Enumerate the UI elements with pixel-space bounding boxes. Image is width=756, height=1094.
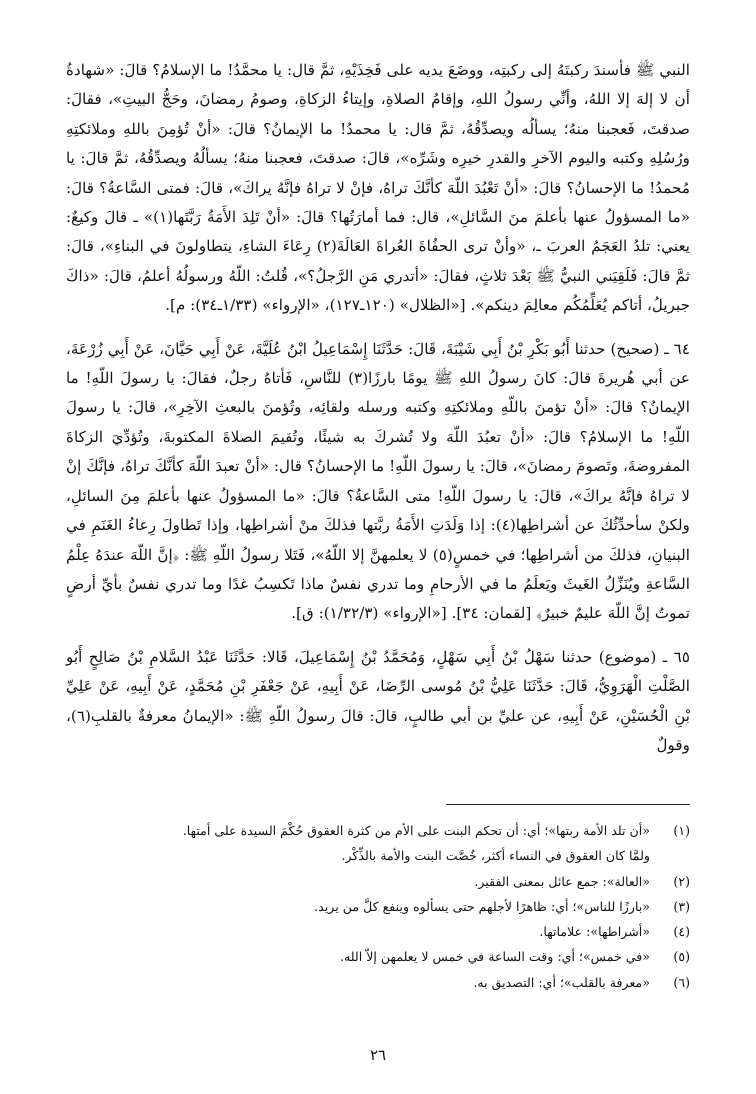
- footnote-1: [66, 818, 690, 869]
- footnote-text: «العالة»: جمع عائل بمعنى الفقير.: [474, 873, 650, 889]
- footnote-5: [66, 944, 690, 969]
- footnote-number: (٥): [673, 949, 690, 965]
- footnote-number: (٦): [673, 974, 690, 990]
- paragraph-hadith-63-continued: النبي ﷺ فأسندَ ركبتَهُ إلى ركبتِه، ووضَعَ يديه على فَخِذَيْهِ، ثمَّ قال: يا محمَّدُ! ما الإسلامُ؟ قالَ: «شهادةُ أن لا إلهَ إلا اللهُ، وأنِّي رسولُ اللهِ، وإقامُ الصلاةِ، وإيتاءُ الزكاةِ، وصومُ رمضانَ، وحَجُّ البيتِ»، فقالَ: صدقتَ، فَعجبنا منهُ؛ يسألُه ويصدِّقُهُ، ثمَّ قال: يا محمدُ! ما الإيمانُ؟ قالَ: «أنْ تُؤمِنَ باللهِ وملائكتِهِ ورُسُلِهِ وكتبه واليوم الآخرِ والقدرِ خيرِه وشَرِّه»، قالَ: صدقتَ، فعجبنا منهُ؛ يسألُهُ ويصدِّقُهُ، ثمَّ قالَ: يا مُحمدُ! ما الإحسانُ؟ قالَ: «أنْ تَعْبُدَ اللّهَ كأنَّكَ تراهُ، فإنْ لا تراهُ فإنَّهُ يراكَ»، قالَ: فمتى السَّاعةُ؟ قالَ: «ما المسؤولُ عنها بأعلمَ منَ السَّائلِ»، قال: فما أمارَتُها؟ قالَ: «أنْ تَلِدَ الأَمَةُ رَبَّتَها(١)» ـ قالَ وكيعٌ: يعني: تلدُ العَجَمُ العربَ ـ، «وأنْ ترى الحفُاةَ العُراةَ العَالَةَ(٢) رِعَاءَ الشاءِ، يتطاولونَ في البناءِ»، قالَ: ثمَّ قالَ: فَلَقِيَني النبيُّ ﷺ بَعْدَ ثلاثٍ، فقالَ: «أتدري مَنِ الرَّجلُ؟»، قُلتُ: اللّهُ ورسولُهُ أعلمُ، قالَ: «ذاكَ جبريلُ، أتاكم يُعَلِّمُكُم معالِمَ دينكم». [«الظلال» (١٢٠ـ١٢٧)، «الإرواء» (١/٣٣ـ٣٤): م].: [66, 61, 690, 315]
- footnote-text: ولمَّا كان العقوق في النساء أكثر، خُصَّت البنت والأمة بالذِّكْر.: [341, 848, 650, 864]
- page-number: ٢٦: [369, 1046, 387, 1064]
- footnote-text: «في خمس»؛ أي: وقت الساعة في خمس لا يعلمهن إلاّ الله.: [339, 949, 650, 965]
- footnote-number: (٤): [673, 924, 690, 940]
- footnote-text: «أشراطها»: علاماتها.: [539, 924, 650, 940]
- footnote-number: (٣): [673, 898, 690, 914]
- main-text: [66, 56, 690, 760]
- footnote-2: [66, 869, 690, 894]
- footnote-text: «أن تلد الأمة ربتها»؛ أي: أن تحكم البنت على الأم من كثرة العقوق حُكْمَ السيدة على أمتها.: [182, 823, 650, 838]
- footnote-3: [66, 894, 690, 919]
- footnote-number: (١): [673, 823, 690, 838]
- footnote-text: «معرفة بالقلب»؛ أي: التصديق به.: [473, 974, 650, 990]
- footnote-text: «بارزًا للناس»؛ أي: ظاهرًا لأجلهم حتى يسألوه وينفع كلَّ من يريد.: [314, 898, 650, 914]
- paragraph-hadith-65: ٦٥ ـ (موضوع) حدثنا سَهْلُ بْنُ أَبِي سَهْلٍ، وَمُحَمَّدُ بْنُ إِسْمَاعِيلَ، قَالا: حَدَّثَنَا عَبْدُ السَّلامِ بْنُ صَالِحٍ أَبُو الصَّلْتِ الْهَرَوِيُّ، قَالَ: حَدَّثَنَا عَلِيُّ بْنُ مُوسى الرِّضَا، عَنْ أَبِيهِ، عَنْ جَعْفَرِ بْنِ مُحَمَّدٍ، عَنْ أَبِيهِ، عَنْ عَلِيِّ بْنِ الْحُسَيْنِ، عَنْ أَبِيهِ، عن عليِّ بن أبي طالبٍ، قالَ: قالَ رسولُ اللّهِ ﷺ: «الإيمانُ معرفةٌ بالقلبِ(٦)، وقولٌ: [66, 647, 690, 754]
- footnotes: [66, 818, 690, 995]
- footnote-4: [66, 919, 690, 944]
- footnote-6: [66, 970, 690, 995]
- footnote-separator: [446, 804, 690, 805]
- paragraph-hadith-64: ٦٤ ـ (صحيح) حدثنا أَبُو بَكْرِ بْنُ أَبِي شَيْبَةَ، قَالَ: حَدَّثَنَا إِسْمَاعِيلُ ابْنُ عُلَيَّةَ، عَنْ أَبِي حَيَّانَ، عَنْ أَبِي زُرْعَةَ، عن أبي هُريرةَ قالَ: كانَ رسولُ اللهِ ﷺ يومًا بارزًا(٣) للنَّاسِ، فَأتاهُ رجلٌ، فقالَ: يا رسولَ اللّهِ! ما الإيمانُ؟ قالَ: «أنْ تؤمنَ باللّهِ وملائكتِهِ وكتبه ورسله ولقائِه، وتُؤمنَ بالبعثِ الآخِرِ»، قالَ: يا رسولَ اللّهِ! ما الإسلامُ؟ قالَ: «أنْ تعبُدَ اللّهَ ولا تُشركَ به شيئًا، وتُقيمَ الصلاةَ المكتوبةَ، وتُؤدِّيَ الزكاةَ المفروضةَ، وتَصومَ رمضانَ»، قالَ: يا رسولَ اللّهِ! ما الإحسانُ؟ قال: «أنْ تعبدَ اللّهَ كأنَّكَ تراهُ، فإنَّكَ إنْ لا تراهُ فإنَّهُ يراكَ»، قالَ: يا رسولَ اللّهِ! متى السَّاعةُ؟ قالَ: «ما المسؤولُ عنها بأعلمَ مِنَ السائلِ، ولكنْ سأحدِّثُكَ عن أشراطِها(٤): إذا وَلَدَتِ الأَمَةُ ربَّتها فذلكَ منْ أشراطِها، وإذا تَطاولَ رِعاءُ الغَنَمِ في البنيانِ، فذلكَ من أشراطِها؛ في خمسٍ(٥) لا يعلمهنَّ إلا اللّهُ»، فَتَلا رسولُ اللّهِ ﷺ: ﴿إنَّ اللّهَ عندَهُ عِلْمُ السَّاعةِ ويُنَزِّلُ الغَيثَ ويَعلَمُ ما في الأرحامِ وما تدري نفسٌ ماذا تَكسِبُ غدًا وما تدري نفسٌ بأيِّ أرضٍ تموتُ إنَّ اللّهَ عليمٌ خبيرٌ﴾ [لقمان: ٣٤]. [«الإرواء» (١/٣٢/٣): ق].: [66, 339, 690, 623]
- footnote-number: (٢): [673, 873, 690, 889]
